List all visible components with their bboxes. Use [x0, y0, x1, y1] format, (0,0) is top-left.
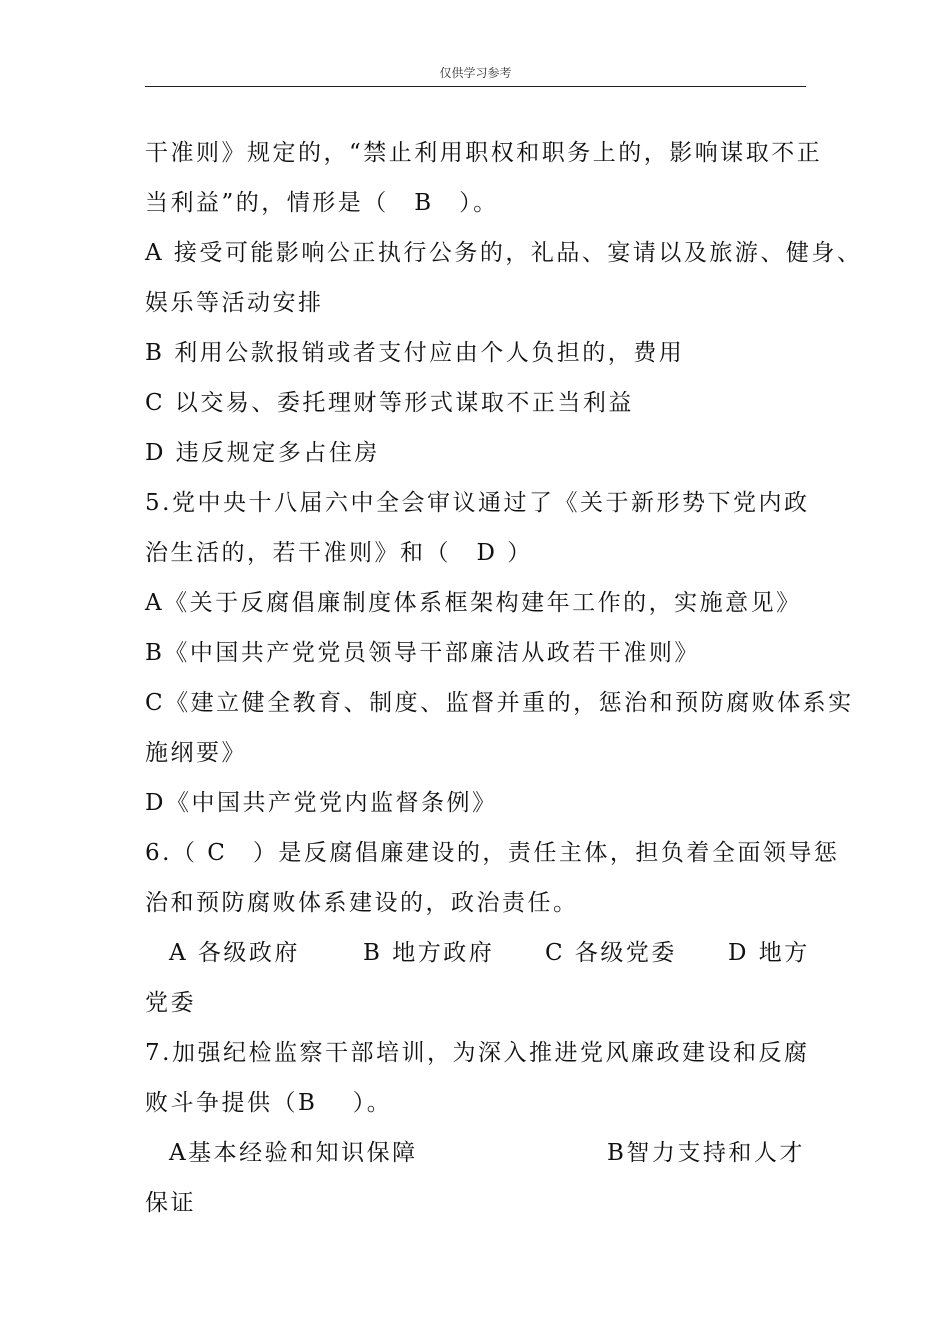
header-text: 仅供学习参考 [439, 66, 512, 80]
text-line: C 以交易、委托理财等形式谋取不正当利益 [145, 390, 634, 416]
text-line: B 利用公款报销或者支付应由个人负担的，费用 [145, 340, 685, 366]
text-line: 党委 [145, 990, 196, 1016]
page-header [145, 64, 806, 87]
option-d: D 地方 [728, 940, 810, 966]
option-b: B智力支持和人才 [607, 1140, 805, 1166]
question-7-options [145, 1128, 825, 1178]
question-5-line: 5.党中央十八届六中全会审议通过了《关于新形势下党内政 [145, 490, 810, 516]
option-b: B 地方政府 [363, 940, 495, 966]
text-line: 当利益”的，情形是（ B ）。 [145, 190, 499, 216]
option-c: C 各级党委 [545, 940, 677, 966]
question-6-options [145, 928, 825, 978]
question-7-line: 7.加强纪检监察干部培训，为深入推进党风廉政建设和反腐 [145, 1040, 810, 1066]
text-line: D《中国共产党党内监督条例》 [145, 790, 498, 816]
document-body [145, 128, 863, 1228]
text-line: 保证 [145, 1190, 196, 1216]
text-line: 败斗争提供（B ）。 [145, 1090, 393, 1116]
text-line: B《中国共产党党员领导干部廉洁从政若干准则》 [145, 640, 700, 666]
text-line: A 接受可能影响公正执行公务的，礼品、宴请以及旅游、健身、 [145, 240, 863, 266]
text-line: 娱乐等活动安排 [145, 290, 324, 316]
option-a: A 各级政府 [169, 940, 300, 966]
text-line: D 违反规定多占住房 [145, 440, 380, 466]
text-line: 干准则》规定的，“禁止利用职权和职务上的，影响谋取不正 [145, 140, 823, 166]
text-line: 治生活的，若干准则》和（ D ） [145, 540, 533, 566]
text-line: 施纲要》 [145, 740, 247, 766]
text-line: C《建立健全教育、制度、监督并重的，惩治和预防腐败体系实 [145, 690, 854, 716]
text-line: A《关于反腐倡廉制度体系框架构建年工作的，实施意见》 [145, 590, 802, 616]
option-a: A基本经验和知识保障 [169, 1140, 418, 1166]
question-6-line: 6.（ C ）是反腐倡廉建设的，责任主体，担负着全面领导惩 [145, 840, 840, 866]
text-line: 治和预防腐败体系建设的，政治责任。 [145, 890, 579, 916]
